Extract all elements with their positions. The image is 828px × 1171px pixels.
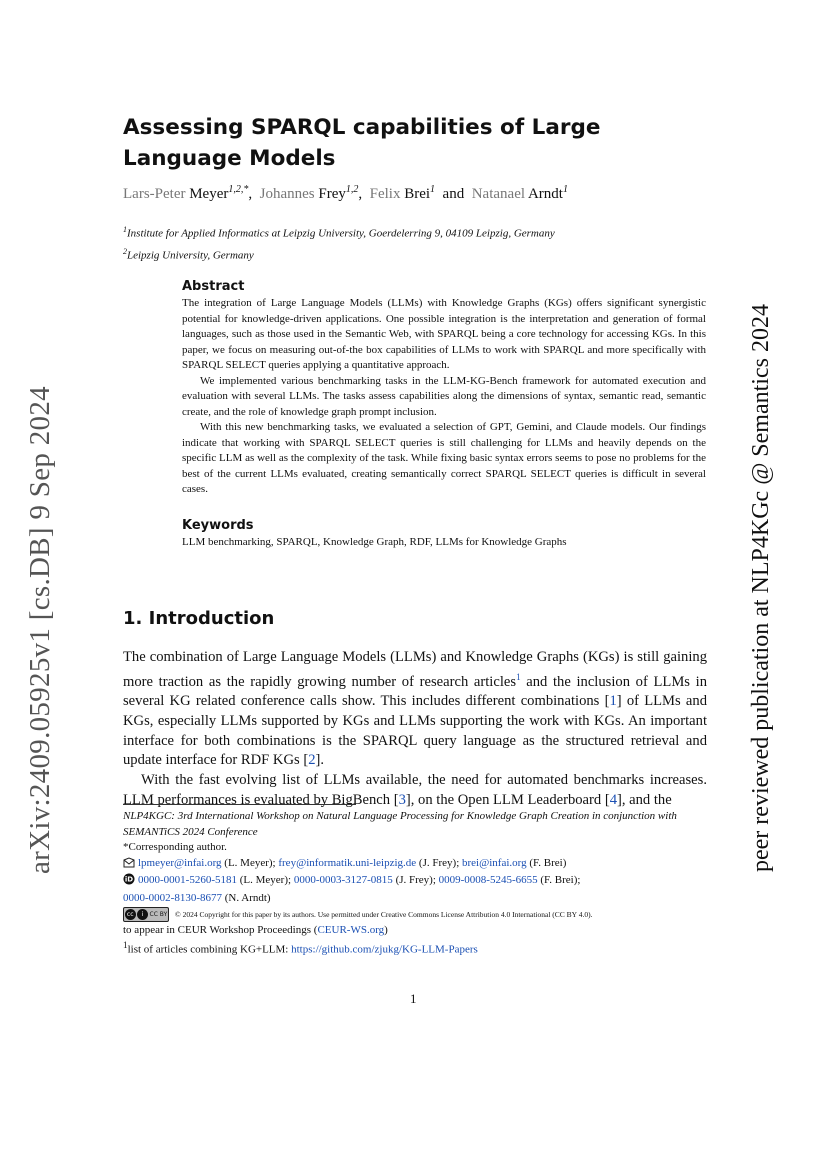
author-last-name: Arndt <box>527 186 563 202</box>
orcid-owner: (N. Arndt) <box>224 891 271 904</box>
author-first-name: Lars-Peter <box>123 186 186 202</box>
author-first-name: Natanael <box>471 186 526 202</box>
publication-note: peer reviewed publication at NLP4KGc @ Semantics 2024 <box>748 304 774 872</box>
email-link[interactable]: brei@infai.org <box>462 856 527 869</box>
affiliation <box>123 243 555 265</box>
text-run: The combination of Large Language Models (LLMs) and Knowledge Graphs (KGs) is still gaining more traction as the rapidly growing number of research articles <box>123 649 707 690</box>
paper-title: Assessing SPARQL capabilities of Large Language Models <box>123 115 601 171</box>
conference-note: NLP4KGC: 3rd International Workshop on Natural Language Processing for Knowledge Graph Creation in conjunction with SEMANTiCS 2024 Conference <box>123 810 677 838</box>
affiliations <box>123 221 555 264</box>
author-last-name: Frey <box>318 186 346 202</box>
text-run: With the fast evolving list of LLMs available, the need for automated benchmarks increases. LLM performances is evaluated by BigBench [ <box>123 772 707 808</box>
keywords-heading: Keywords <box>182 518 254 533</box>
affiliation-text: Leipzig University, Germany <box>127 249 254 262</box>
body-paragraph <box>123 648 707 771</box>
keywords-text: LLM benchmarking, SPARQL, Knowledge Graph, RDF, LLMs for Knowledge Graphs <box>182 536 567 548</box>
email-link[interactable]: lpmeyer@infai.org <box>138 856 222 869</box>
orcid-owner: (F. Brei); <box>540 874 581 886</box>
citation-link[interactable]: 2 <box>308 752 316 769</box>
abstract-paragraph: With this new benchmarking tasks, we evaluated a selection of GPT, Gemini, and Claude models. Our findings indicate that working with SPARQL SELECT queries is still challenging for LLMs and heavily depends on the specific LLM as well as the complexity of the task. While fixing basic syntax errors seems to pose no problems for the best of the current LLMs evaluated, creating semantically correct SPARQL SELECT queries is difficult in several cases. <box>182 421 706 495</box>
author-separator: , <box>248 186 253 202</box>
text-run: ], on the Open LLM Leaderboard [ <box>405 791 610 808</box>
cc-badge-label: CC BY <box>149 911 168 918</box>
text-run: ]. <box>315 752 325 769</box>
corresponding-author-note: *Corresponding author. <box>123 841 227 853</box>
orcid-link[interactable]: 0000-0003-3127-0815 <box>293 874 393 886</box>
email-line <box>123 856 707 874</box>
footnote-mark: 1 <box>123 940 128 950</box>
abstract-paragraph: We implemented various benchmarking tasks in the LLM-KG-Bench framework for automated execution and evaluation with several LLMs. The tasks assess capabilities along the dimensions of syntax, semantic read, semantic create, and the role of knowledge graph prompt inclusion. <box>182 374 706 418</box>
svg-text:iD: iD <box>124 875 134 884</box>
email-owner: (J. Frey); <box>418 856 460 869</box>
orcid-icon <box>123 873 135 891</box>
cc-by-badge-icon: cc i CC BY <box>123 907 169 922</box>
text-run: ], and the <box>617 791 672 808</box>
author-list <box>123 184 568 203</box>
section-heading-introduction: 1. Introduction <box>123 608 275 629</box>
text-run: ) <box>384 923 388 936</box>
orcid-link[interactable]: 0009-0008-5245-6655 <box>438 874 538 886</box>
arxiv-identifier: arXiv:2409.05925v1 [cs.DB] 9 Sep 2024 <box>24 386 56 874</box>
author-affiliation-mark: 1,2 <box>345 184 359 195</box>
author-affiliation-mark: 1 <box>562 184 568 195</box>
ceur-link[interactable]: CEUR-WS.org <box>317 923 385 936</box>
github-link[interactable]: https://github.com/zjukg/KG-LLM-Papers <box>291 943 478 956</box>
author-last-name: Brei <box>404 186 431 202</box>
author-separator: , <box>358 186 363 202</box>
copyright-text: © 2024 Copyright for this paper by its authors. Use permitted under Creative Commons License Attribution 4.0 International (CC BY 4.0). <box>175 910 593 919</box>
text-run: to appear in CEUR Workshop Proceedings ( <box>123 923 318 936</box>
ceur-line <box>123 923 707 939</box>
introduction-body <box>123 648 707 810</box>
footnote-rule <box>123 804 356 805</box>
email-link[interactable]: frey@informatik.uni-leipzig.de <box>278 856 417 869</box>
abstract-heading: Abstract <box>182 279 245 294</box>
page-number: 1 <box>410 991 417 1006</box>
citation-link[interactable]: 1 <box>609 693 617 710</box>
orcid-line <box>123 873 707 906</box>
author-last-name: Meyer <box>189 186 229 202</box>
citation-link[interactable]: 4 <box>609 791 617 808</box>
affiliation-mark: 1 <box>123 225 127 234</box>
envelope-icon <box>123 857 135 874</box>
affiliation <box>123 221 555 243</box>
orcid-link[interactable]: 0000-0002-8130-8677 <box>123 891 222 904</box>
footnote-text: list of articles combining KG+LLM: <box>127 943 292 956</box>
email-owner: (L. Meyer); <box>224 856 276 869</box>
license-line <box>123 907 707 923</box>
affiliation-text: Institute for Applied Informatics at Leipzig University, Goerdelerring 9, 04109 Leipzig, Germany <box>127 227 555 240</box>
orcid-owner: (L. Meyer); <box>239 874 292 886</box>
abstract-section <box>182 279 706 498</box>
text-run: ] of LLMs and KGs, especially LLMs supported by KGs and LLMs supporting the work with KGs. An important interface for both combinations is the SPARQL query language as the structured retrieval and update interface for RDF KGs [ <box>123 693 707 769</box>
orcid-owner: (J. Frey); <box>395 874 436 886</box>
footnote-1 <box>123 938 707 958</box>
keywords-section <box>182 518 706 550</box>
author-first-name: Felix <box>369 186 401 202</box>
abstract-paragraph: The integration of Large Language Models (LLMs) with Knowledge Graphs (KGs) offers significant synergistic potential for knowledge-driven applications. One possible integration is the interpretation and generation of formal languages, such as those used in the Semantic Web, with SPARQL being a core technology for accessing KGs. In this paper, we focus on measuring out-of-the box capabilities of LLMs to work with SPARQL and more specifically with SPARQL SELECT queries applying a quantitative approach. <box>182 297 706 371</box>
affiliation-mark: 2 <box>123 246 127 256</box>
orcid-link[interactable]: 0000-0001-5260-5181 <box>138 874 237 886</box>
email-owner: (F. Brei) <box>529 856 567 869</box>
footnotes <box>123 809 707 958</box>
text-run: and the inclusion of LLMs in several KG related conference calls show. This includes different combinations [ <box>123 673 707 710</box>
author-affiliation-mark: 1 <box>430 184 436 195</box>
author-and: and <box>442 186 465 202</box>
footnote-link[interactable]: 1 <box>516 671 521 682</box>
citation-link[interactable]: 3 <box>398 791 406 808</box>
author-first-name: Johannes <box>259 186 315 202</box>
author-affiliation-mark: 1,2,* <box>228 184 249 195</box>
